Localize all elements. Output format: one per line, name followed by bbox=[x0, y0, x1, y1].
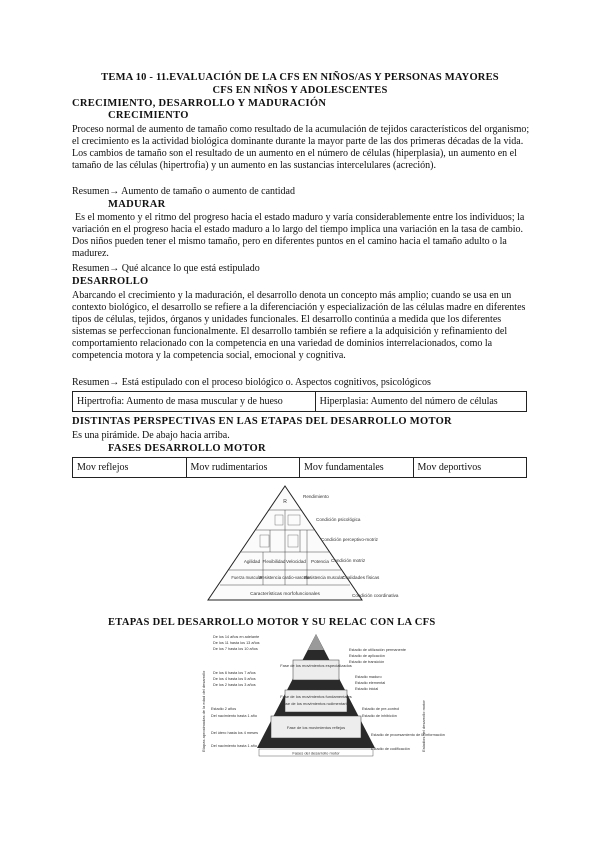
stage-label: Estadio de pre-control bbox=[362, 707, 400, 711]
fase-cell-reflejos: Mov reflejos bbox=[73, 458, 187, 478]
pyramid-base-label: Características morfofuncionales bbox=[250, 592, 320, 597]
stage-label: Estadio elemental bbox=[355, 681, 386, 685]
definitions-table bbox=[72, 391, 527, 412]
stage-label: Estadio de aplicación bbox=[349, 654, 385, 658]
stage-label: Estadio de inhibición bbox=[362, 714, 397, 718]
table-cell-hipertrofia: Hipertrofia: Aumento de masa muscular y de hueso bbox=[73, 392, 316, 412]
age-label: De los 14 años en adelante bbox=[213, 635, 260, 639]
paragraph-madurar: Es el momento y el ritmo del progreso hacia el estado maduro y varía considerablemente entre los individuos; la variación en el progreso hacia el estado maduro a lo largo del tiempo implica una variación en la tasa de cambio. Dos niños pueden tener el mismo tamaño, pero en diferentes puntos en el camino hacia el tamaño adulto o la madurez. bbox=[72, 212, 525, 259]
pyramid-base-label: Fases del desarrollo motor bbox=[292, 750, 340, 756]
stage-label: Estadio inicial bbox=[355, 687, 379, 691]
stage-label: Estadio maduro bbox=[355, 675, 382, 679]
section-heading-crecimiento-desarrollo: CRECIMIENTO, DESARROLLO Y MADURACIÓN bbox=[72, 98, 327, 109]
pyramid-right-label: Condición psicológica bbox=[316, 517, 361, 522]
fases-table bbox=[72, 457, 527, 478]
stage-label: Estadio de transición bbox=[349, 660, 385, 664]
document-title-line1: TEMA 10 - 11.EVALUACIÓN DE LA CFS EN NIÑOS/AS Y PERSONAS MAYORES bbox=[101, 72, 499, 83]
age-label: De los 4 hasta los 5 años bbox=[213, 677, 256, 681]
pyramid-phase-label: Fase de los movimientos especializados bbox=[280, 663, 352, 668]
resumen-crecimiento: Resumen→ Aumento de tamaño o aumento de cantidad bbox=[72, 186, 295, 197]
stage-label: Estadio de utilización permanente bbox=[349, 648, 406, 652]
fase-cell-fundamentales: Mov fundamentales bbox=[300, 458, 414, 478]
stage-label: Estadio de procesamiento de la información bbox=[371, 733, 445, 737]
paragraph-crecimiento: Proceso normal de aumento de tamaño como resultado de la acumulación de tejidos característicos del organismo; el crecimiento es la actividad biológica dominante durante la mayor parte de las dos primeras décadas de la vida. Los cambios de tamaño son el resultado de un aumento en el número de células (hiperplasia), un aumento en el tamaño de las células (hipertrofia) y un aumento en las sustancias intercelulares (acreción). bbox=[72, 124, 530, 171]
stage-label: Estadio de codificación bbox=[371, 747, 410, 751]
pyramid-row-label: Fuerza muscular bbox=[231, 575, 263, 580]
age-label: Estadio 2 años bbox=[211, 707, 237, 711]
section-heading-etapas: ETAPAS DEL DESARROLLO MOTOR Y SU RELAC CON LA CFS bbox=[108, 617, 436, 628]
subheading-madurar: MADURAR bbox=[108, 199, 166, 210]
table-row bbox=[73, 392, 527, 412]
side-axis-label-right: Estadios del desarrollo motor bbox=[421, 700, 426, 752]
age-label: Del útero hasta los 4 meses bbox=[211, 731, 259, 735]
subheading-fases-desarrollo-motor: FASES DESARROLLO MOTOR bbox=[108, 443, 266, 454]
resumen-desarrollo: Resumen→ Está estipulado con el proceso biológico o. Aspectos cognitivos, psicológicos bbox=[72, 377, 431, 388]
pyramid-phase-label: Fase de los movimientos rudimentarios bbox=[281, 701, 351, 706]
pyramid-row-label: Potencia bbox=[311, 559, 329, 564]
pyramid-row-label: Resistencia cardio-vascular bbox=[259, 575, 311, 580]
pyramid-right-label: Condición coordinativa bbox=[352, 593, 399, 598]
pyramid-tip bbox=[308, 634, 324, 650]
paragraph-desarrollo: Abarcando el crecimiento y la maduración, el desarrollo denota un concepto más amplio; cuando se usa en un contexto biológico, el desarrollo se refiere a la diferenciación y especialización de las células madre en diferentes tipos de células, tejidos, órganos y unidades funcionales. El desarrollo continúa a medida que los diferentes sistemas se perfeccionan funcionalmente. El desarrollo también se refiere a la adquisición y refinamiento del comportamiento relacionado con la competencia en una variedad de dominios interrelacionados, como la competencia motora y la competencia social, emocional y cognitiva. bbox=[72, 290, 526, 361]
section-heading-perspectivas: DISTINTAS PERSPECTIVAS EN LAS ETAPAS DEL DESARROLLO MOTOR bbox=[72, 416, 452, 427]
table-cell-hiperplasia: Hiperplasia: Aumento del número de células bbox=[315, 392, 526, 412]
pyramid-right-label: Condición perceptivo-motriz bbox=[321, 537, 378, 542]
fase-cell-rudimentarios: Mov rudimentarios bbox=[186, 458, 300, 478]
document-title-line2: CFS EN NIÑOS Y ADOLESCENTES bbox=[212, 85, 388, 96]
age-label: De los 6 hasta los 7 años bbox=[213, 671, 256, 675]
pyramid-phase-label: Fase de los movimientos reflejos bbox=[286, 725, 346, 730]
age-label: Del nacimiento hasta 1 año bbox=[211, 744, 258, 748]
pyramid-right-label: Condición motriz bbox=[331, 558, 366, 563]
age-label: Del nacimiento hasta 1 año bbox=[211, 714, 258, 718]
motor-development-figure bbox=[185, 630, 445, 765]
cfs-pyramid-figure bbox=[200, 482, 400, 612]
subheading-desarrollo: DESARROLLO bbox=[72, 276, 149, 287]
pyramid-row-label: Flexibilidad bbox=[262, 559, 286, 564]
side-axis-label-left: Etapas aproximadas de la edad del desarrollo bbox=[201, 670, 206, 752]
pyramid-row-label: Resistencia muscular bbox=[304, 575, 344, 580]
fase-cell-deportivos: Mov deportivos bbox=[413, 458, 527, 478]
age-label: De los 11 hasta los 13 años bbox=[213, 641, 260, 645]
age-label: De los 2 hasta los 3 años bbox=[213, 683, 256, 687]
resumen-madurar: Resumen→ Qué alcance lo que está estipulado bbox=[72, 263, 260, 274]
age-label: De los 7 hasta los 10 años bbox=[213, 647, 258, 651]
perspectivas-text: Es una pirámide. De abajo hacia arriba. bbox=[72, 430, 230, 441]
pyramid-row-label: Agilidad bbox=[243, 559, 261, 564]
pyramid-row-label: Velocidad bbox=[286, 559, 306, 564]
pyramid-top-label: R bbox=[283, 499, 287, 505]
pyramid-phase-label: Fase de los movimientos fundamentales bbox=[280, 694, 352, 699]
pyramid-right-label: Rendimiento bbox=[303, 494, 329, 499]
pyramid-right-label: Cualidades físicas bbox=[342, 575, 380, 580]
table-row bbox=[73, 458, 527, 478]
subheading-crecimiento: CRECIMIENTO bbox=[108, 110, 189, 121]
